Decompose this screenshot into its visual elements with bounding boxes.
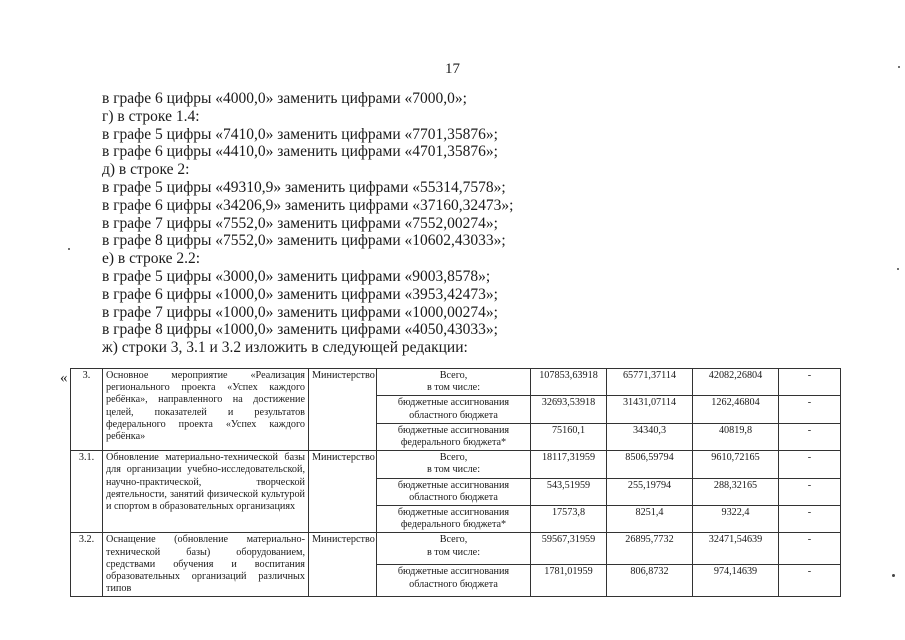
table-row [71,533,841,565]
table-row [71,451,841,478]
responsible-executor: Министерство [309,451,377,533]
funding-source: Всего, в том числе: [377,369,531,396]
amount-year-1: 34340,3 [607,423,693,450]
row-number: 3.2. [71,533,103,597]
amount-total: 18117,31959 [531,451,607,478]
responsible-executor: Министерство [309,533,377,597]
amendment-text [102,90,802,357]
text-line: д) в строке 2: [102,161,190,179]
text-line: е) в строке 2.2: [102,250,201,268]
text-line: в графе 7 цифры «1000,0» заменить цифрами «1000,00274»; [102,303,498,321]
text-line: в графе 6 цифры «1000,0» заменить цифрами «3953,42473»; [102,285,498,303]
amount-total: 17573,8 [531,506,607,533]
amount-year-1: 8506,59794 [607,451,693,478]
amount-year-1: 806,8732 [607,565,693,597]
amount-year-1: 8251,4 [607,506,693,533]
amount-year-2: 9610,72165 [693,451,779,478]
amount-total: 75160,1 [531,423,607,450]
amount-year-3: - [779,506,841,533]
amount-year-3: - [779,423,841,450]
amount-year-2: 40819,8 [693,423,779,450]
amount-total: 107853,63918 [531,369,607,396]
funding-source: Всего, в том числе: [377,533,531,565]
table-row [71,369,841,396]
amount-total: 32693,53918 [531,396,607,423]
amount-year-3: - [779,369,841,396]
amount-total: 543,51959 [531,478,607,505]
amount-year-1: 65771,37114 [607,369,693,396]
funding-source: бюджетные ассигнования областного бюджета [377,478,531,505]
activity-description: Оснащение (обновление материально-технической базы) оборудованием, средствами обучения и воспитания образовательных организаций различных типов [103,533,309,597]
text-line: в графе 8 цифры «1000,0» заменить цифрами «4050,43033»; [102,321,498,339]
page-number: 17 [445,61,460,77]
amount-total: 59567,31959 [531,533,607,565]
amount-year-2: 9322,4 [693,506,779,533]
amendment-table [70,368,841,597]
amount-year-2: 974,14639 [693,565,779,597]
amount-year-2: 42082,26804 [693,369,779,396]
text-line: в графе 6 цифры «34206,9» заменить цифрами «37160,32473»; [102,196,514,214]
amount-total: 1781,01959 [531,565,607,597]
row-number: 3.1. [71,451,103,533]
amount-year-2: 288,32165 [693,478,779,505]
funding-source: бюджетные ассигнования областного бюджета [377,396,531,423]
amount-year-3: - [779,396,841,423]
amount-year-3: - [779,533,841,565]
amount-year-2: 32471,54639 [693,533,779,565]
amount-year-2: 1262,46804 [693,396,779,423]
amount-year-1: 31431,07114 [607,396,693,423]
text-line: в графе 8 цифры «7552,0» заменить цифрами «10602,43033»; [102,232,506,250]
text-line: в графе 5 цифры «49310,9» заменить цифрами «55314,7578»; [102,178,506,196]
text-line: в графе 5 цифры «3000,0» заменить цифрами «9003,8578»; [102,267,491,285]
row-number: 3. [71,369,103,451]
funding-source: бюджетные ассигнования федерального бюджета* [377,423,531,450]
text-line: в графе 5 цифры «7410,0» заменить цифрами «7701,35876»; [102,125,498,143]
funding-source: Всего, в том числе: [377,451,531,478]
funding-source: бюджетные ассигнования федерального бюджета* [377,506,531,533]
text-line: в графе 6 цифры «4000,0» заменить цифрами «7000,0»; [102,90,467,107]
opening-quote-mark: « [60,370,68,386]
activity-description: Обновление материально-технической базы для организации учебно-исследовательской, научно-практической, творческой деятельности, занятий физической культурой и спортом в образовательных организациях [103,451,309,533]
amount-year-1: 255,19794 [607,478,693,505]
amount-year-3: - [779,451,841,478]
responsible-executor: Министерство [309,369,377,451]
funding-source: бюджетные ассигнования областного бюджета [377,565,531,597]
amount-year-3: - [779,565,841,597]
amount-year-1: 26895,7732 [607,533,693,565]
activity-description: Основное мероприятие «Реализация регионального проекта «Успех каждого ребёнка», направленного на достижение целей, показателей и результатов федерального проекта «Успех каждого ребёнка» [103,369,309,451]
amount-year-3: - [779,478,841,505]
text-line: в графе 6 цифры «4410,0» заменить цифрами «4701,35876»; [102,143,498,161]
text-line: в графе 7 цифры «7552,0» заменить цифрами «7552,00274»; [102,214,498,232]
text-line: ж) строки 3, 3.1 и 3.2 изложить в следующей редакции: [102,339,468,357]
text-line: г) в строке 1.4: [102,107,200,125]
